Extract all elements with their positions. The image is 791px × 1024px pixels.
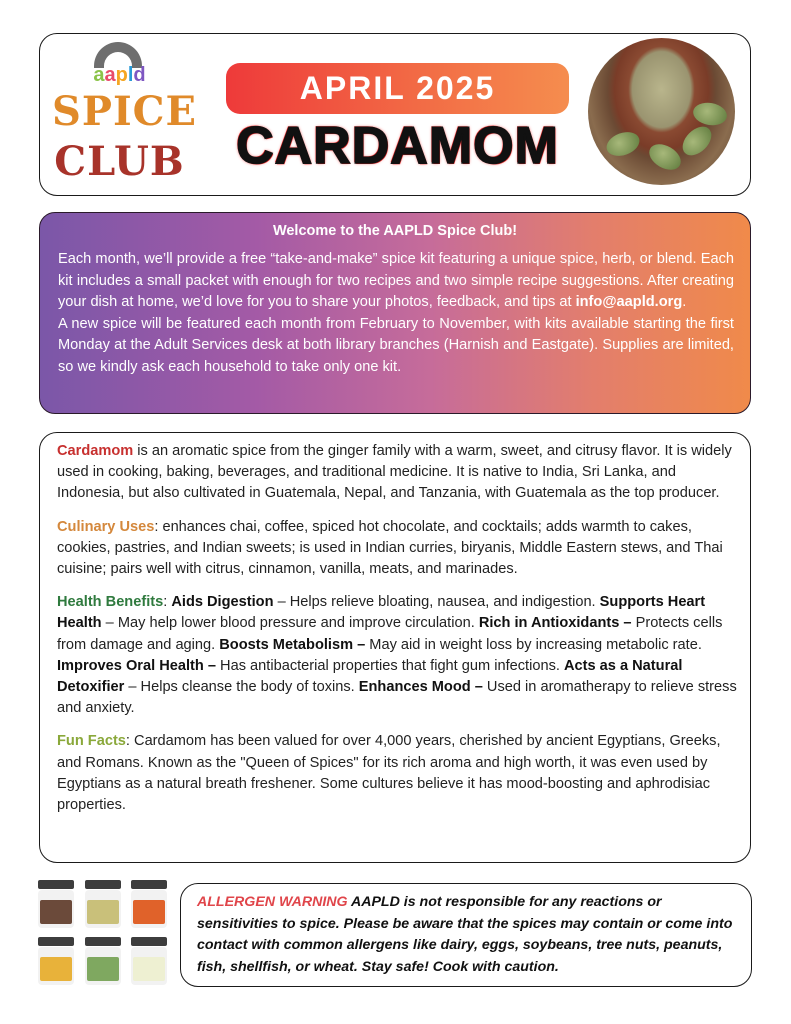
health-benefits-paragraph: Health Benefits: Aids Digestion – Helps relieve bloating, nausea, and indigestion. Supports Heart Health – May help lower blood pressure and improve circulation. Rich in Antioxidants – Protects cells from damage and aging. Boosts Metabolism – May aid in weight loss by increasing metabolic rate. Improves Oral Health – Has antibacterial properties that fight gum infections. Acts as a Natural Detoxifier – Helps cleanse the body of toxins. Enhances Mood – Used in aromatherapy to relieve stress and anxiety. — [57, 594, 737, 717]
benefit-name: Aids Digestion — [171, 594, 274, 611]
schedule-paragraph: A new spice will be featured each month from February to November, with kits available starting the first Monday at the Adult Services desk at both library branches (Harnish and Eastgate). Supplies are limited, so we kindly ask each household to take only one kit. — [58, 315, 734, 375]
benefit-name: Improves Oral Health – — [57, 657, 216, 674]
spice-info-card — [39, 432, 751, 863]
benefit-name: Rich in Antioxidants – — [478, 615, 632, 632]
benefit-name: Supports Heart Health — [57, 594, 706, 632]
welcome-title: Welcome to the AAPLD Spice Club! — [272, 223, 518, 239]
aapld-logo-text: aapld — [93, 64, 146, 86]
fun-facts-paragraph: Fun Facts: Cardamom has been valued for over 4,000 years, cherished by ancient Egyptians, Greeks, and Romans. Known as the "Queen of Spices" for its rich aroma and high worth, it was even used by Egyptians as a natural breath freshener. Some cultures believe it has mood-boosting and aphrodisiac properties. — [57, 733, 721, 814]
intro-paragraph: Cardamom is an aromatic spice from the ginger family with a warm, sweet, and citrusy flavor. It is widely used in cooking, baking, beverages, and traditional medicine. It is native to India, Sri Lanka, and Indonesia, but also cultivated in Guatemala, Nepal, and Tanzania, with Guatemala as the top producer. — [57, 443, 732, 502]
fun-facts-label: Fun Facts — [57, 733, 126, 750]
allergen-warning-text: ALLERGEN WARNING AAPLD is not responsible for any reactions or sensitivities to spice. Please be aware that the spices may contain or come into contact with common allergens like dairy, eggs, soybeans, tree nuts, peanuts, fish, shellfish, or wheat. Stay safe! Cook with caution. — [197, 894, 733, 975]
spice-club-logo — [52, 40, 197, 190]
cardamom-pod-icon — [645, 139, 685, 175]
month-banner: APRIL 2025 — [226, 63, 569, 114]
spice-jar-icon — [131, 937, 167, 985]
allergen-warning-card — [180, 883, 752, 987]
benefit-name: Acts as a Natural Detoxifier — [57, 657, 683, 696]
welcome-body: Each month, we’ll provide a free “take-and-make” spice kit featuring a unique spice, herb, or blend. Each kit includes a small packet with enough for two recipes and two simple recipe suggestions. After creating your dish at home, we’d love for you to share your photos, feedback, and tips at info@aapld.org. A new spice will be featured each month from February to November, with kits available starting the first Monday at the Adult Services desk at both library branches (Harnish and Eastgate). Supplies are limited, so we kindly ask each household to take only one kit. — [58, 251, 734, 375]
logo-club-word: CLUB — [54, 138, 185, 185]
allergen-warning-label: ALLERGEN WARNING — [197, 894, 348, 910]
spice-title: CARDAMOM — [236, 117, 559, 175]
cardamom-pod-icon — [603, 128, 642, 160]
welcome-card — [39, 212, 751, 414]
spice-jar-icon — [38, 937, 74, 985]
cardamom-photo — [588, 38, 735, 185]
spice-name-label: Cardamom — [57, 443, 134, 459]
cardamom-pod-icon — [691, 100, 728, 128]
spice-jar-icon — [85, 937, 121, 985]
culinary-uses-label: Culinary Uses — [57, 518, 155, 535]
spice-jar-icon — [131, 880, 167, 928]
logo-spice-word: SPICE — [52, 88, 197, 135]
culinary-uses-paragraph: Culinary Uses: enhances chai, coffee, spiced hot chocolate, and cocktails; adds warmth to cakes, cookies, pastries, and Indian sweets; is used in Indian curries, biryanis, Middle Eastern stews, and Thai cuisine; pairs well with citrus, cinnamon, vanilla, meats, and marinades. — [57, 518, 723, 578]
benefit-name: Boosts Metabolism – — [219, 636, 366, 653]
header-card — [39, 33, 751, 196]
spice-jar-icon — [85, 880, 121, 928]
health-benefits-label: Health Benefits — [57, 594, 164, 611]
cardamom-pod-icon — [677, 121, 717, 161]
benefit-name: Enhances Mood – — [358, 679, 483, 696]
contact-email-link[interactable]: info@aapld.org — [575, 294, 683, 310]
spice-jars-illustration — [38, 880, 168, 992]
spice-jar-icon — [38, 880, 74, 928]
